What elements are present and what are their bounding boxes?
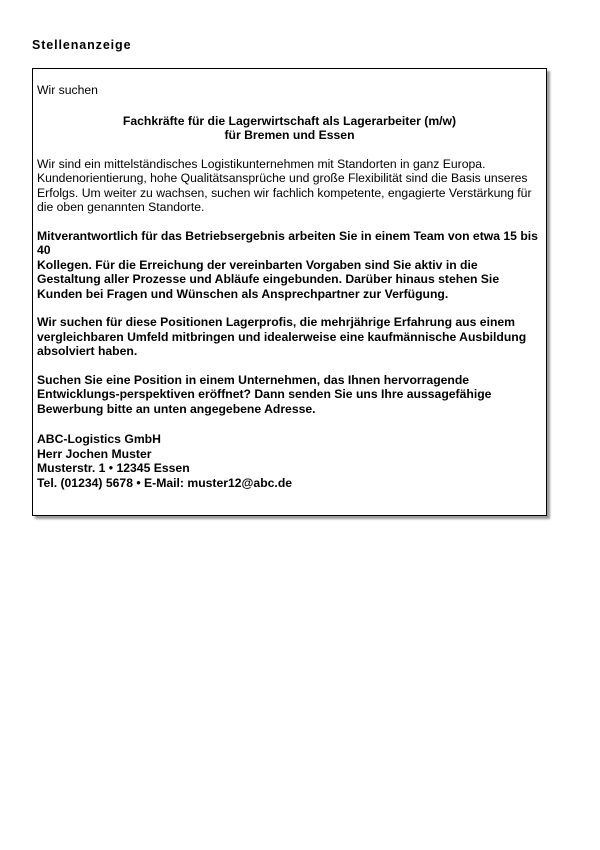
job-headline xyxy=(37,114,542,143)
page-title: Stellenanzeige xyxy=(32,38,132,52)
requirements-paragraph: Wir suchen für diese Positionen Lagerprofis, die mehrjährige Erfahrung aus einem vergleichbaren Umfeld mitbringen und idealerweise eine kaufmännische Ausbildung absolviert haben. xyxy=(37,315,527,358)
contact-person: Herr Jochen Muster xyxy=(37,446,152,461)
job-headline-line-2: für Bremen und Essen xyxy=(224,128,355,142)
company-paragraph: Wir sind ein mittelständisches Logistikunternehmen mit Standorten in ganz Europa. Kundenorientierung, hohe Qualitätsansprüche und große Flexibilität sind die Basis unseres Erfolgs. Um weiter zu wachsen, suchen wir fachlich kompetente, engagierte Verstärkung für die oben genannten Standorte. xyxy=(37,156,532,214)
contact-phone-email: Tel. (01234) 5678 • E-Mail: muster12@abc.de xyxy=(37,475,293,490)
contact-block xyxy=(37,432,542,490)
job-ad-box xyxy=(32,68,547,516)
job-headline-line-1: Fachkräfte für die Lagerwirtschaft als Lagerarbeiter (m/w) xyxy=(122,113,457,128)
tasks-line-1: Mitverantwortlich für das Betriebsergebnis arbeiten Sie in einem Team von etwa 15 bis 40 xyxy=(37,228,538,257)
contact-street: Musterstr. 1 • 12345 Essen xyxy=(37,461,190,475)
contact-company: ABC-Logistics GmbH xyxy=(37,432,161,446)
intro-text: Wir suchen xyxy=(37,83,98,97)
tasks-line-2: Kollegen. Für die Erreichung der vereinbarten Vorgaben sind Sie aktiv in die Gestaltung aller Prozesse und Abläufe eingebunden. Darüber hinaus stehen Sie Kunden bei Fragen und Wünschen als Ansprechpartner zur Verfügung. xyxy=(37,257,500,301)
call-to-action-paragraph: Suchen Sie eine Position in einem Unternehmen, das Ihnen hervorragende Entwicklungs-perspektiven eröffnet? Dann senden Sie uns Ihre aussagefähige Bewerbung bitte an unten angegebene Adresse. xyxy=(37,372,492,416)
tasks-paragraph xyxy=(37,229,542,302)
